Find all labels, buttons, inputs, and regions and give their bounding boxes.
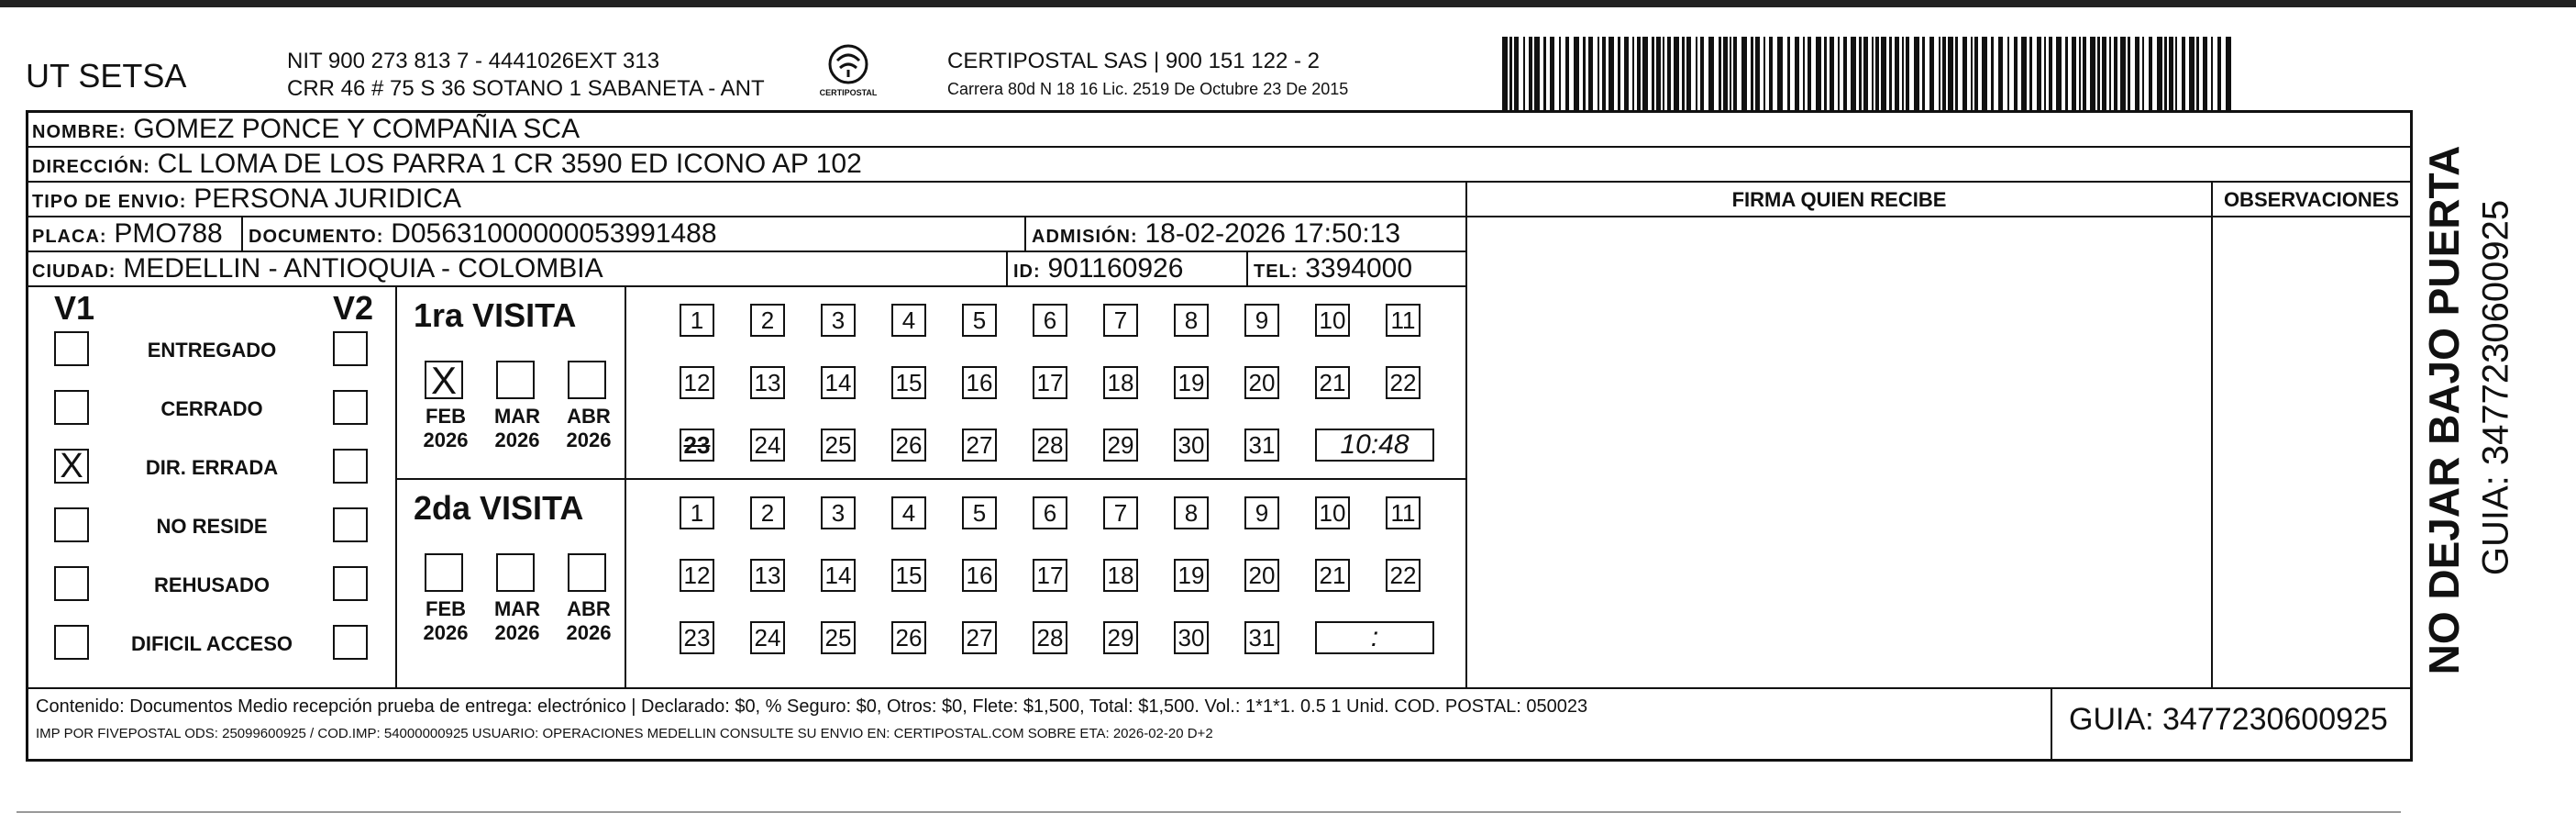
row-ciudad [28,252,1465,287]
day-box[interactable]: 2 [750,304,785,337]
status-label: CERRADO [160,397,263,420]
status-label: DIFICIL ACCESO [130,632,293,655]
tel-value: 3394000 [1305,253,1413,284]
ciudad-label: CIUDAD: [32,262,116,282]
visit-divider [395,478,1465,480]
day-box[interactable]: 17 [1033,366,1067,399]
day-box[interactable]: 11 [1386,304,1421,337]
signature-area[interactable] [1467,217,2211,687]
month-name: ABR [567,597,611,620]
barcode-bar [1863,37,1868,110]
month-year: 2026 [423,621,469,644]
day-box[interactable]: 23 [680,429,714,462]
barcode-bar [1974,37,1978,110]
barcode-bar [1583,37,1586,110]
barcode-bar [1574,37,1579,110]
v1-checkbox[interactable] [54,566,89,601]
day-box[interactable]: 13 [750,559,785,592]
barcode-bar [2169,37,2173,110]
barcode-bar [1838,37,1840,110]
barcode-bar [2029,37,2032,110]
day-box[interactable]: 2 [750,496,785,529]
barcode-bar [2120,37,2126,110]
barcode-bar [1656,37,1661,110]
row-placa [28,217,1465,252]
barcode-bar [1939,37,1940,110]
certipostal-details [947,48,1348,103]
divider [1006,252,1008,287]
barcode-bar [1955,37,1958,110]
day-box[interactable]: 31 [1244,429,1279,462]
month-year: 2026 [566,429,612,451]
barcode-bar [2049,37,2052,110]
day-box[interactable]: 26 [891,621,926,654]
bottom-border [17,811,2401,813]
month-label [557,597,621,645]
month-year: 2026 [423,429,469,451]
barcode-bar [2175,37,2177,110]
barcode-bar [1755,37,1760,110]
v2-checkbox[interactable] [333,625,368,660]
barcode-bar [1602,37,1606,110]
day-box[interactable]: 20 [1244,559,1279,592]
barcode-bar [1667,37,1671,110]
barcode-bar [1598,37,1599,110]
day-box[interactable]: 13 [750,366,785,399]
v1-checkbox[interactable] [54,507,89,542]
month-label [414,405,478,452]
company-details [287,48,765,103]
day-box[interactable]: 20 [1244,366,1279,399]
divider [625,287,626,687]
month-name: MAR [493,597,541,620]
barcode-bar [2114,37,2117,110]
barcode-bar [1998,37,2003,110]
barcode-bar [2097,37,2100,110]
day-box[interactable]: 26 [891,429,926,462]
barcode-bar [1875,37,1879,110]
barcode-bar [1642,37,1648,110]
barcode-bar [1824,37,1827,110]
day-box[interactable]: 15 [891,366,926,399]
day-box[interactable]: 25 [821,429,856,462]
barcode-bar [1803,37,1805,110]
barcode-bar [1881,37,1886,110]
day-box[interactable]: 16 [962,559,997,592]
direccion-label: DIRECCIÓN: [32,157,150,177]
barcode-bar [2135,37,2139,110]
barcode-bar [1733,37,1737,110]
divider [1246,252,1248,287]
barcode-bar [1851,37,1856,110]
barcode-bar [2090,37,2095,110]
observaciones-label: OBSERVACIONES [2223,188,2400,211]
barcode-bar [2079,37,2081,110]
barcode-bar [1816,37,1821,110]
day-box[interactable]: 24 [750,621,785,654]
visit-title: 1ra VISITA [414,296,577,334]
day-box[interactable]: 4 [891,496,926,529]
month-checkbox[interactable]: X [425,361,463,399]
footer-divider [28,687,2410,689]
day-box[interactable]: 4 [891,304,926,337]
footer-line1: Contenido: Documentos Medio recepción prueba de entrega: electrónico | Declarado: $0, % Seguro: $0, Otros: $0, Flete: $1,500, Total: $1,500. Vol.: 1*1*1. 0.5 1 Unid. COD. POSTAL: 050023 [36,696,1588,717]
month-name: FEB [426,597,466,620]
barcode-bar [1534,37,1540,110]
day-box[interactable]: 29 [1103,429,1138,462]
barcode-bar [1682,37,1685,110]
month-year: 2026 [494,429,540,451]
barcode-bar [1962,37,1967,110]
barcode-bar [1971,37,1973,110]
barcode-bar [1559,37,1561,110]
barcode [1502,37,2245,110]
day-box[interactable]: 1 [680,304,714,337]
day-box[interactable]: 1 [680,496,714,529]
month-label [485,405,549,452]
nombre-label: NOMBRE: [32,122,127,142]
month-checkbox[interactable] [425,553,463,592]
status-label: DIR. ERRADA [145,456,279,479]
tel-field [1254,252,1412,287]
header [17,28,2401,110]
barcode-bar [1787,37,1790,110]
barcode-bar [1895,37,1899,110]
id-field [1013,252,1183,287]
nit-line: NIT 900 273 813 7 - 4441026EXT 313 [287,49,660,73]
barcode-bar [1751,37,1753,110]
v1-checkbox[interactable] [54,625,89,660]
barcode-bar [1550,37,1554,110]
tel-label: TEL: [1254,262,1299,282]
ciudad-value: MEDELLIN - ANTIOQUIA - COLOMBIA [123,253,603,284]
barcode-bar [1948,37,1953,110]
row-nombre [28,113,2410,148]
day-box[interactable]: 8 [1174,304,1209,337]
day-box[interactable]: 7 [1103,496,1138,529]
day-box[interactable]: 5 [962,304,997,337]
barcode-bar [1696,37,1697,110]
v1-label: V1 [54,289,95,327]
v1-checkbox[interactable]: X [54,449,89,484]
time-box[interactable]: 10:48 [1315,429,1434,462]
documento-value: D05631000000053991488 [391,218,717,249]
barcode-bar [1618,37,1620,110]
ciudad-field [32,252,603,287]
day-box[interactable]: 12 [680,366,714,399]
barcode-bar [1529,37,1532,110]
month-year: 2026 [566,621,612,644]
barcode-bar [1719,37,1721,110]
id-value: 901160926 [1047,253,1184,284]
certipostal-logo [814,40,882,110]
day-box[interactable]: 27 [962,429,997,462]
day-box[interactable]: 24 [750,429,785,462]
barcode-bar [1700,37,1704,110]
barcode-bar [1906,37,1909,110]
barcode-bar [1808,37,1811,110]
barcode-bar [2083,37,2086,110]
month-checkbox[interactable] [568,361,606,399]
day-box[interactable]: 22 [1386,559,1421,592]
barcode-bar [2128,37,2130,110]
day-box[interactable]: 17 [1033,559,1067,592]
barcode-bar [1624,37,1629,110]
day-box[interactable]: 6 [1033,496,1067,529]
barcode-bar [1741,37,1747,110]
id-label: ID: [1013,262,1041,282]
barcode-bar [2065,37,2068,110]
certipostal-address: Carrera 80d N 18 16 Lic. 2519 De Octubre 23 De 2015 [947,80,1349,98]
v2-checkbox[interactable] [333,566,368,601]
barcode-bar [2109,37,2111,110]
barcode-bar [2021,37,2027,110]
address-line: CRR 46 # 75 S 36 SOTANO 1 SABANETA - ANT [287,76,765,101]
barcode-bar [1686,37,1691,110]
admision-label: ADMISIÓN: [1032,227,1138,247]
barcode-bar [1777,37,1783,110]
barcode-bar [1859,37,1862,110]
side-warning: NO DEJAR BAJO PUERTA [2420,145,2468,675]
month-checkbox[interactable] [496,553,535,592]
month-label [557,405,621,452]
day-box[interactable]: 18 [1103,559,1138,592]
day-box[interactable]: 25 [821,621,856,654]
observations-area[interactable] [2213,217,2410,687]
status-label: ENTREGADO [147,339,277,362]
barcode-bar [2203,37,2207,110]
barcode-bar [2196,37,2199,110]
barcode-bar [2102,37,2106,110]
v1-checkbox[interactable] [54,331,89,366]
barcode-bar [2211,37,2213,110]
day-box[interactable]: 30 [1174,429,1209,462]
month-name: ABR [567,405,611,428]
day-box[interactable]: 21 [1315,366,1350,399]
day-box[interactable]: 23 [680,621,714,654]
month-label [414,597,478,645]
month-checkbox[interactable] [496,361,535,399]
barcode-bar [2157,37,2162,110]
v2-checkbox[interactable] [333,331,368,366]
barcode-bar [2072,37,2076,110]
day-box[interactable]: 28 [1033,621,1067,654]
barcode-bar [1889,37,1892,110]
barcode-bar [1902,37,1904,110]
day-box[interactable]: 14 [821,366,856,399]
status-label: NO RESIDE [156,515,268,538]
divider [1024,217,1026,252]
barcode-bar [2149,37,2152,110]
top-border [0,0,2576,7]
time-box[interactable]: : [1315,621,1434,654]
barcode-bar [1652,37,1654,110]
delivery-form [26,110,2413,762]
month-year: 2026 [494,621,540,644]
barcode-bar [2189,37,2195,110]
divider [395,287,397,687]
barcode-bar [1982,37,1987,110]
certipostal-nit: CERTIPOSTAL SAS | 900 151 122 - 2 [947,49,1320,73]
barcode-bar [2182,37,2185,110]
day-box[interactable]: 10 [1315,496,1350,529]
barcode-bar [1922,37,1925,110]
day-box[interactable]: 18 [1103,366,1138,399]
barcode-bar [1991,37,1994,110]
day-box[interactable]: 11 [1386,496,1421,529]
barcode-bar [1843,37,1847,110]
day-box[interactable]: 19 [1174,559,1209,592]
day-box[interactable]: 30 [1174,621,1209,654]
barcode-bar [1914,37,1919,110]
barcode-bar [1942,37,1946,110]
day-box[interactable]: 3 [821,496,856,529]
firma-label: FIRMA QUIEN RECIBE [1731,188,1947,211]
documento-label: DOCUMENTO: [249,227,384,247]
day-box[interactable]: 6 [1033,304,1067,337]
day-box[interactable]: 9 [1244,304,1279,337]
day-box[interactable]: 22 [1386,366,1421,399]
day-box[interactable]: 12 [680,559,714,592]
status-section [28,287,1465,687]
placa-label: PLACA: [32,227,107,247]
day-box[interactable]: 7 [1103,304,1138,337]
row-direccion [28,148,2410,183]
barcode-bar [1609,37,1614,110]
v2-checkbox[interactable] [333,507,368,542]
barcode-bar [2044,37,2046,110]
barcode-bar [2226,37,2231,110]
barcode-bar [1730,37,1731,110]
direccion-value: CL LOMA DE LOS PARRA 1 CR 3590 ED ICONO AP 102 [157,149,862,179]
day-box[interactable]: 5 [962,496,997,529]
divider [241,217,243,252]
month-name: FEB [426,405,466,428]
barcode-bar [2164,37,2167,110]
barcode-bar [1830,37,1834,110]
day-box[interactable]: 14 [821,559,856,592]
day-box[interactable]: 9 [1244,496,1279,529]
admision-field [1032,217,1400,252]
v2-checkbox[interactable] [333,449,368,484]
barcode-bar [2007,37,2009,110]
month-label [485,597,549,645]
day-box[interactable]: 16 [962,366,997,399]
placa-value: PMO788 [114,218,223,249]
day-box[interactable]: 3 [821,304,856,337]
barcode-bar [1523,37,1525,110]
barcode-bar [1588,37,1593,110]
day-box[interactable]: 28 [1033,429,1067,462]
barcode-bar [2217,37,2221,110]
v1-checkbox[interactable] [54,390,89,425]
day-box[interactable]: 21 [1315,559,1350,592]
barcode-bar [1674,37,1679,110]
nombre-value: GOMEZ PONCE Y COMPAÑIA SCA [133,114,580,144]
divider [2051,687,2052,759]
barcode-bar [1509,37,1512,110]
barcode-bar [1708,37,1714,110]
admision-value: 18-02-2026 17:50:13 [1144,218,1401,249]
footer-guia: GUIA: 3477230600925 [2069,702,2388,737]
barcode-bar [1872,37,1874,110]
status-label: REHUSADO [154,573,270,596]
day-box[interactable]: 29 [1103,621,1138,654]
tipo-value: PERSONA JURIDICA [193,184,461,214]
day-box[interactable]: 19 [1174,366,1209,399]
barcode-bar [2037,37,2041,110]
placa-field [32,217,223,252]
day-box[interactable]: 27 [962,621,997,654]
barcode-bar [1929,37,1934,110]
tipo-label: TIPO DE ENVIO: [32,192,187,212]
month-name: MAR [493,405,541,428]
barcode-bar [1632,37,1634,110]
day-box[interactable]: 15 [891,559,926,592]
barcode-bar [1769,37,1773,110]
day-box[interactable]: 31 [1244,621,1279,654]
barcode-bar [2142,37,2144,110]
barcode-bar [1502,37,1508,110]
documento-field [249,217,717,252]
day-box[interactable]: 8 [1174,496,1209,529]
visit-title: 2da VISITA [414,489,584,527]
barcode-bar [1663,37,1664,110]
side-guia: GUIA: 3477230600925 [2475,199,2516,576]
barcode-bar [2056,37,2062,110]
barcode-bar [1795,37,1799,110]
row-tipo [28,183,1465,217]
month-checkbox[interactable] [568,553,606,592]
v2-label: V2 [333,289,374,327]
barcode-bar [1723,37,1728,110]
logo-text: CERTIPOSTAL [819,88,878,97]
barcode-bar [2014,37,2018,110]
barcode-bar [1514,37,1519,110]
barcode-bar [1763,37,1765,110]
barcode-bar [1637,37,1641,110]
footer-line2: IMP POR FIVEPOSTAL ODS: 25099600925 / COD.IMP: 54000000925 USUARIO: OPERACIONES MEDELLIN CONSULTE SU ENVIO EN: CERTIPOSTAL.COM SOBRE ETA: 2026-02-20 D+2 [36,726,1213,741]
v2-checkbox[interactable] [333,390,368,425]
day-box[interactable]: 10 [1315,304,1350,337]
barcode-bar [1565,37,1569,110]
barcode-bar [1543,37,1546,110]
company-name: UT SETSA [26,57,187,95]
